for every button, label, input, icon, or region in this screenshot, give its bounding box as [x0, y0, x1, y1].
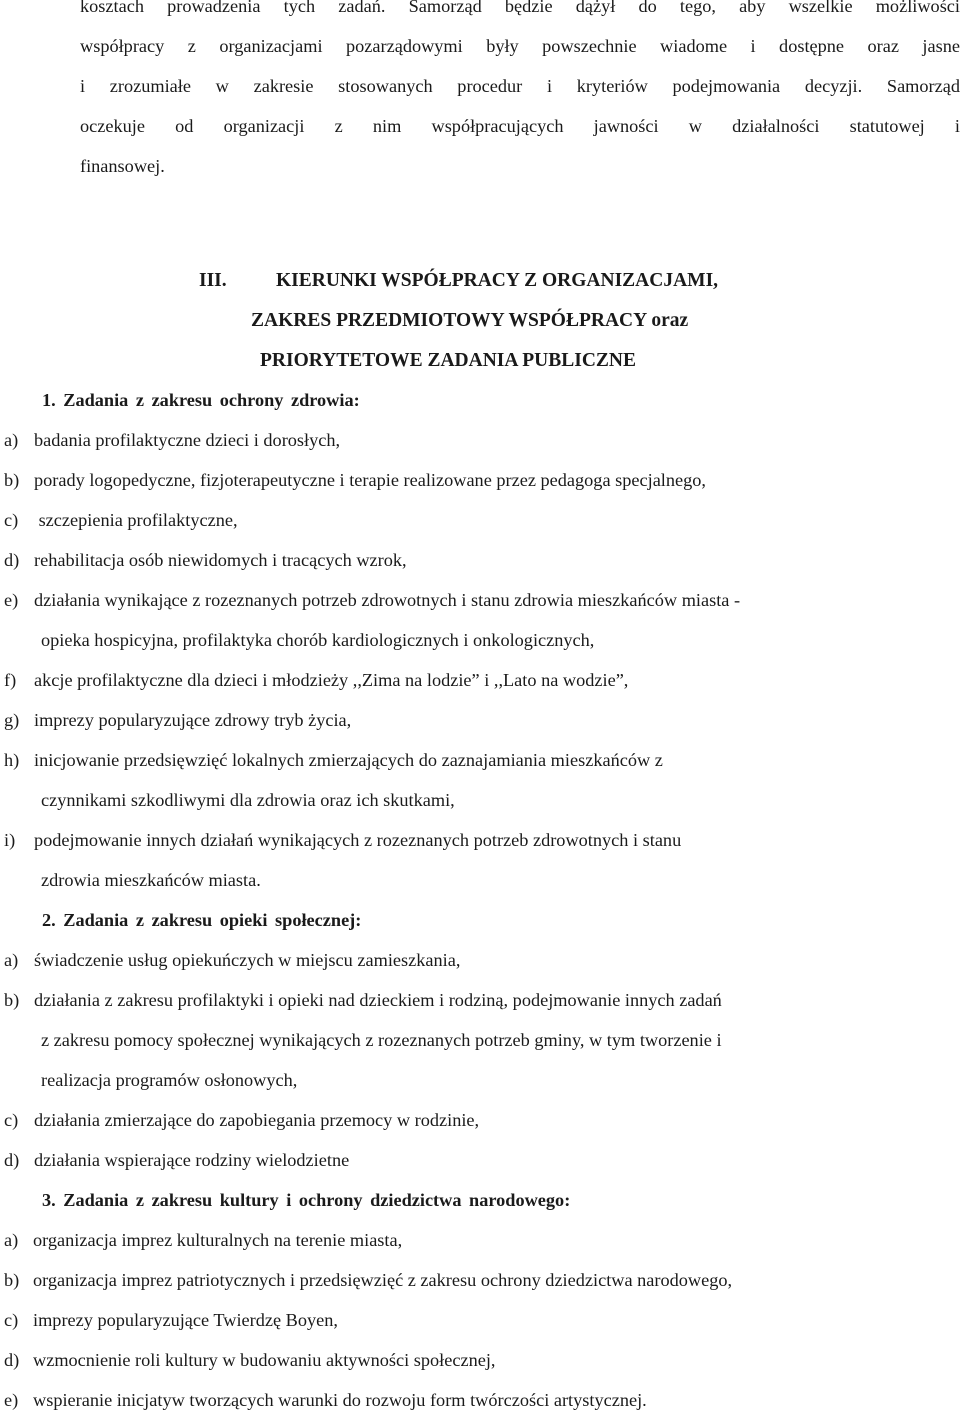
- group-heading-social: 2. Zadania z zakresu opieki społecznej:: [42, 910, 362, 930]
- item-label: b): [4, 1270, 20, 1290]
- item-text: inicjowanie przedsięwzięć lokalnych zmierzających do zaznajamiania mieszkańców z: [34, 750, 663, 770]
- item-text: organizacja imprez kulturalnych na terenie miasta,: [33, 1230, 403, 1250]
- item-text: rehabilitacja osób niewidomych i tracących wzrok,: [34, 550, 407, 570]
- list-item: [4, 990, 722, 1011]
- item-label: f): [4, 670, 17, 690]
- intro-line: współpracy z organizacjami pozarządowymi były powszechnie wiadome i dostępne oraz jasne: [80, 36, 960, 56]
- item-label: b): [4, 990, 20, 1010]
- item-label: b): [4, 470, 20, 490]
- intro-line: i zrozumiałe w zakresie stosowanych procedur i kryteriów podejmowania decyzji. Samorząd: [80, 76, 960, 96]
- intro-line: oczekuje od organizacji z nim współpracujących jawności w działalności statutowej i: [80, 116, 960, 136]
- group-heading-health: 1. Zadania z zakresu ochrony zdrowia:: [42, 390, 360, 410]
- item-continuation: zdrowia mieszkańców miasta.: [41, 870, 261, 890]
- list-item: [4, 750, 663, 771]
- item-label: a): [4, 430, 19, 450]
- item-text: imprezy popularyzujące zdrowy tryb życia,: [34, 710, 352, 730]
- item-text: porady logopedyczne, fizjoterapeutyczne i terapie realizowane przez pedagoga specjalnego,: [34, 470, 706, 490]
- intro-line: finansowej.: [80, 156, 165, 176]
- item-text: działania wynikające z rozeznanych potrzeb zdrowotnych i stanu zdrowia mieszkańców miasta -: [34, 590, 741, 610]
- list-item: [4, 430, 340, 451]
- item-continuation: realizacja programów osłonowych,: [41, 1070, 298, 1090]
- list-item: [4, 1390, 647, 1411]
- list-item: [4, 470, 706, 491]
- item-label: c): [4, 1110, 19, 1130]
- list-item: [4, 1110, 479, 1131]
- list-item: [4, 1350, 496, 1371]
- item-continuation: opieka hospicyjna, profilaktyka chorób kardiologicznych i onkologicznych,: [41, 630, 595, 650]
- item-text: wspieranie inicjatyw tworzących warunki do rozwoju form twórczości artystycznej.: [33, 1390, 647, 1410]
- item-label: c): [4, 510, 19, 530]
- item-label: g): [4, 710, 20, 730]
- item-label: c): [4, 1310, 19, 1330]
- section-title-line: KIERUNKI WSPÓŁPRACY Z ORGANIZACJAMI,: [276, 270, 719, 291]
- list-item: [4, 830, 681, 851]
- list-item: [4, 670, 628, 691]
- section-numeral: III.: [199, 270, 227, 291]
- item-continuation: czynnikami szkodliwymi dla zdrowia oraz ich skutkami,: [41, 790, 455, 810]
- list-item: [4, 1150, 349, 1171]
- item-text: wzmocnienie roli kultury w budowaniu aktywności społecznej,: [33, 1350, 496, 1370]
- list-item: [4, 710, 351, 731]
- item-text: akcje profilaktyczne dla dzieci i młodzieży ,,Zima na lodzie” i ,,Lato na wodzie”,: [34, 670, 629, 690]
- item-text: organizacja imprez patriotycznych i przedsięwzięć z zakresu ochrony dziedzictwa narodowego,: [33, 1270, 733, 1290]
- item-text: podejmowanie innych działań wynikających z rozeznanych potrzeb zdrowotnych i stanu: [34, 830, 682, 850]
- item-text: świadczenie usług opiekuńczych w miejscu zamieszkania,: [34, 950, 461, 970]
- item-label: e): [4, 1390, 19, 1410]
- item-continuation: z zakresu pomocy społecznej wynikających z rozeznanych potrzeb gminy, w tym tworzenie i: [41, 1030, 722, 1050]
- section-title-line: PRIORYTETOWE ZADANIA PUBLICZNE: [260, 350, 637, 371]
- item-label: d): [4, 1350, 20, 1370]
- item-label: e): [4, 590, 19, 610]
- list-item: [4, 950, 460, 971]
- item-text: działania wspierające rodziny wielodzietne: [34, 1150, 350, 1170]
- list-item: [4, 1270, 732, 1291]
- item-text: szczepienia profilaktyczne,: [34, 510, 238, 530]
- list-item: [4, 1310, 338, 1331]
- list-item: [4, 1230, 402, 1251]
- list-item: [4, 510, 238, 531]
- intro-line: kosztach prowadzenia tych zadań. Samorząd będzie dążył do tego, aby wszelkie możliwości: [80, 0, 960, 16]
- list-item: [4, 550, 407, 571]
- item-label: a): [4, 950, 19, 970]
- item-text: badania profilaktyczne dzieci i dorosłych,: [34, 430, 341, 450]
- list-item: [4, 590, 740, 611]
- item-label: h): [4, 750, 20, 770]
- group-heading-culture: 3. Zadania z zakresu kultury i ochrony dziedzictwa narodowego:: [42, 1190, 571, 1210]
- item-label: d): [4, 550, 20, 570]
- item-label: i): [4, 830, 16, 850]
- item-text: działania z zakresu profilaktyki i opieki nad dzieckiem i rodziną, podejmowanie innych zadań: [34, 990, 722, 1010]
- item-text: imprezy popularyzujące Twierdzę Boyen,: [33, 1310, 338, 1330]
- section-title-line: ZAKRES PRZEDMIOTOWY WSPÓŁPRACY oraz: [251, 310, 689, 331]
- item-text: działania zmierzające do zapobiegania przemocy w rodzinie,: [34, 1110, 480, 1130]
- item-label: d): [4, 1150, 20, 1170]
- item-label: a): [4, 1230, 19, 1250]
